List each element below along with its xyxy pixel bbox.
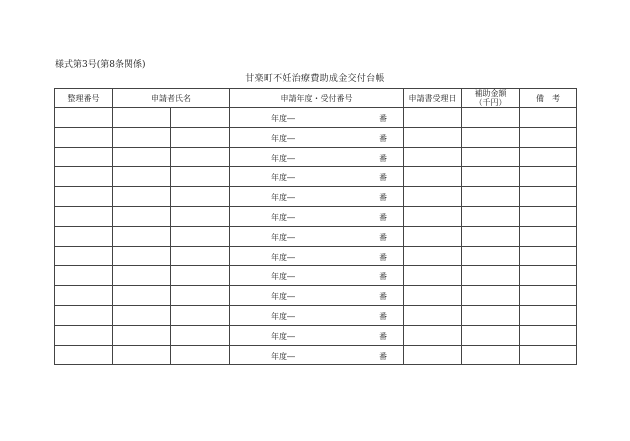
cell-uketsuke[interactable] bbox=[230, 286, 404, 306]
cell-biko[interactable] bbox=[520, 206, 577, 226]
cell-seiri[interactable] bbox=[55, 167, 113, 187]
cell-shimei-2[interactable] bbox=[171, 187, 230, 207]
ban-label: 番 bbox=[379, 252, 387, 262]
cell-seiri[interactable] bbox=[55, 325, 113, 345]
cell-uketsuke[interactable] bbox=[230, 246, 404, 266]
cell-juri[interactable] bbox=[404, 305, 462, 325]
cell-biko[interactable] bbox=[520, 266, 577, 286]
cell-shimei-1[interactable] bbox=[113, 187, 171, 207]
cell-shimei-1[interactable] bbox=[113, 246, 171, 266]
cell-uketsuke[interactable] bbox=[230, 147, 404, 167]
header-biko: 備 考 bbox=[520, 89, 577, 108]
cell-kingaku[interactable] bbox=[462, 345, 520, 365]
cell-biko[interactable] bbox=[520, 127, 577, 147]
ban-label: 番 bbox=[379, 212, 387, 222]
cell-kingaku[interactable] bbox=[462, 246, 520, 266]
cell-biko[interactable] bbox=[520, 286, 577, 306]
table-row bbox=[55, 266, 577, 286]
cell-uketsuke[interactable] bbox=[230, 325, 404, 345]
ban-label: 番 bbox=[379, 311, 387, 321]
cell-juri[interactable] bbox=[404, 108, 462, 128]
cell-seiri[interactable] bbox=[55, 206, 113, 226]
table-row bbox=[55, 226, 577, 246]
cell-kingaku[interactable] bbox=[462, 226, 520, 246]
cell-seiri[interactable] bbox=[55, 345, 113, 365]
cell-uketsuke[interactable] bbox=[230, 167, 404, 187]
cell-juri[interactable] bbox=[404, 187, 462, 207]
cell-shimei-2[interactable] bbox=[171, 246, 230, 266]
table-row bbox=[55, 108, 577, 128]
cell-seiri[interactable] bbox=[55, 108, 113, 128]
cell-shimei-2[interactable] bbox=[171, 305, 230, 325]
cell-kingaku[interactable] bbox=[462, 108, 520, 128]
cell-uketsuke[interactable] bbox=[230, 305, 404, 325]
cell-shimei-1[interactable] bbox=[113, 345, 171, 365]
cell-kingaku[interactable] bbox=[462, 266, 520, 286]
cell-biko[interactable] bbox=[520, 226, 577, 246]
ban-label: 番 bbox=[379, 193, 387, 203]
cell-juri[interactable] bbox=[404, 266, 462, 286]
cell-juri[interactable] bbox=[404, 167, 462, 187]
nendo-label: 年度― bbox=[271, 114, 295, 123]
nendo-label: 年度― bbox=[271, 193, 295, 203]
cell-kingaku[interactable] bbox=[462, 206, 520, 226]
nendo-label: 年度― bbox=[271, 232, 295, 242]
cell-shimei-2[interactable] bbox=[171, 226, 230, 246]
cell-biko[interactable] bbox=[520, 147, 577, 167]
table-row bbox=[55, 325, 577, 345]
cell-uketsuke[interactable] bbox=[230, 127, 404, 147]
ledger-body bbox=[55, 108, 577, 365]
form-number: 様式第3号(第8条関係) bbox=[55, 60, 146, 70]
cell-shimei-1[interactable] bbox=[113, 325, 171, 345]
cell-shimei-2[interactable] bbox=[171, 108, 230, 128]
cell-juri[interactable] bbox=[404, 147, 462, 167]
header-row bbox=[55, 89, 577, 108]
cell-biko[interactable] bbox=[520, 305, 577, 325]
cell-juri[interactable] bbox=[404, 226, 462, 246]
table-row bbox=[55, 187, 577, 207]
cell-kingaku[interactable] bbox=[462, 187, 520, 207]
cell-uketsuke[interactable] bbox=[230, 226, 404, 246]
nendo-label: 年度― bbox=[271, 351, 295, 361]
cell-kingaku[interactable] bbox=[462, 167, 520, 187]
table-row bbox=[55, 127, 577, 147]
cell-kingaku[interactable] bbox=[462, 147, 520, 167]
cell-juri[interactable] bbox=[404, 345, 462, 365]
cell-seiri[interactable] bbox=[55, 286, 113, 306]
cell-uketsuke[interactable] bbox=[230, 187, 404, 207]
cell-biko[interactable] bbox=[520, 167, 577, 187]
cell-shimei-2[interactable] bbox=[171, 286, 230, 306]
nendo-label: 年度― bbox=[271, 153, 295, 163]
cell-shimei-2[interactable] bbox=[171, 325, 230, 345]
ban-label: 番 bbox=[379, 272, 387, 282]
table-row bbox=[55, 206, 577, 226]
cell-juri[interactable] bbox=[404, 286, 462, 306]
cell-biko[interactable] bbox=[520, 187, 577, 207]
nendo-label: 年度― bbox=[271, 311, 295, 321]
cell-shimei-1[interactable] bbox=[113, 127, 171, 147]
cell-biko[interactable] bbox=[520, 246, 577, 266]
cell-seiri[interactable] bbox=[55, 147, 113, 167]
header-kingaku-line2: （千円） bbox=[474, 98, 507, 107]
cell-shimei-2[interactable] bbox=[171, 206, 230, 226]
ban-label: 番 bbox=[379, 292, 387, 302]
ban-label: 番 bbox=[379, 331, 387, 341]
ban-label: 番 bbox=[379, 114, 387, 123]
cell-shimei-2[interactable] bbox=[171, 266, 230, 286]
cell-uketsuke[interactable] bbox=[230, 266, 404, 286]
cell-biko[interactable] bbox=[520, 325, 577, 345]
document-title: 甘楽町不妊治療費助成金交付台帳 bbox=[245, 74, 385, 84]
table-row bbox=[55, 286, 577, 306]
header-kingaku-line1: 補助金額 bbox=[474, 89, 507, 98]
nendo-label: 年度― bbox=[271, 252, 295, 262]
ledger-table bbox=[54, 88, 577, 365]
ban-label: 番 bbox=[379, 173, 387, 183]
cell-biko[interactable] bbox=[520, 345, 577, 365]
header-seiri: 整理番号 bbox=[55, 89, 113, 108]
cell-biko[interactable] bbox=[520, 108, 577, 128]
cell-kingaku[interactable] bbox=[462, 325, 520, 345]
nendo-label: 年度― bbox=[271, 272, 295, 282]
cell-seiri[interactable] bbox=[55, 127, 113, 147]
table-row bbox=[55, 246, 577, 266]
cell-kingaku[interactable] bbox=[462, 305, 520, 325]
cell-juri[interactable] bbox=[404, 325, 462, 345]
cell-juri[interactable] bbox=[404, 127, 462, 147]
nendo-label: 年度― bbox=[271, 133, 295, 143]
cell-uketsuke[interactable] bbox=[230, 108, 404, 128]
cell-shimei-2[interactable] bbox=[171, 167, 230, 187]
cell-shimei-2[interactable] bbox=[171, 147, 230, 167]
nendo-label: 年度― bbox=[271, 212, 295, 222]
table-row bbox=[55, 147, 577, 167]
cell-seiri[interactable] bbox=[55, 226, 113, 246]
cell-shimei-2[interactable] bbox=[171, 345, 230, 365]
nendo-label: 年度― bbox=[271, 292, 295, 302]
cell-shimei-1[interactable] bbox=[113, 206, 171, 226]
ban-label: 番 bbox=[379, 232, 387, 242]
ban-label: 番 bbox=[379, 153, 387, 163]
header-juri: 申請書受理日 bbox=[404, 89, 462, 108]
cell-shimei-1[interactable] bbox=[113, 147, 171, 167]
header-shimei: 申請者氏名 bbox=[113, 89, 230, 108]
cell-seiri[interactable] bbox=[55, 266, 113, 286]
table-row bbox=[55, 305, 577, 325]
ban-label: 番 bbox=[379, 133, 387, 143]
cell-uketsuke[interactable] bbox=[230, 345, 404, 365]
cell-shimei-1[interactable] bbox=[113, 305, 171, 325]
table-row bbox=[55, 345, 577, 365]
cell-shimei-1[interactable] bbox=[113, 167, 171, 187]
cell-seiri[interactable] bbox=[55, 187, 113, 207]
cell-kingaku[interactable] bbox=[462, 286, 520, 306]
header-uketsuke: 申請年度・受付番号 bbox=[230, 89, 404, 108]
cell-shimei-1[interactable] bbox=[113, 108, 171, 128]
cell-juri[interactable] bbox=[404, 246, 462, 266]
cell-shimei-1[interactable] bbox=[113, 286, 171, 306]
cell-juri[interactable] bbox=[404, 206, 462, 226]
cell-seiri[interactable] bbox=[55, 305, 113, 325]
ban-label: 番 bbox=[379, 351, 387, 361]
cell-uketsuke[interactable] bbox=[230, 206, 404, 226]
cell-kingaku[interactable] bbox=[462, 127, 520, 147]
nendo-label: 年度― bbox=[271, 173, 295, 183]
header-kingaku bbox=[462, 89, 520, 108]
cell-shimei-2[interactable] bbox=[171, 127, 230, 147]
cell-shimei-1[interactable] bbox=[113, 266, 171, 286]
cell-shimei-1[interactable] bbox=[113, 226, 171, 246]
table-row bbox=[55, 167, 577, 187]
nendo-label: 年度― bbox=[271, 331, 295, 341]
cell-seiri[interactable] bbox=[55, 246, 113, 266]
